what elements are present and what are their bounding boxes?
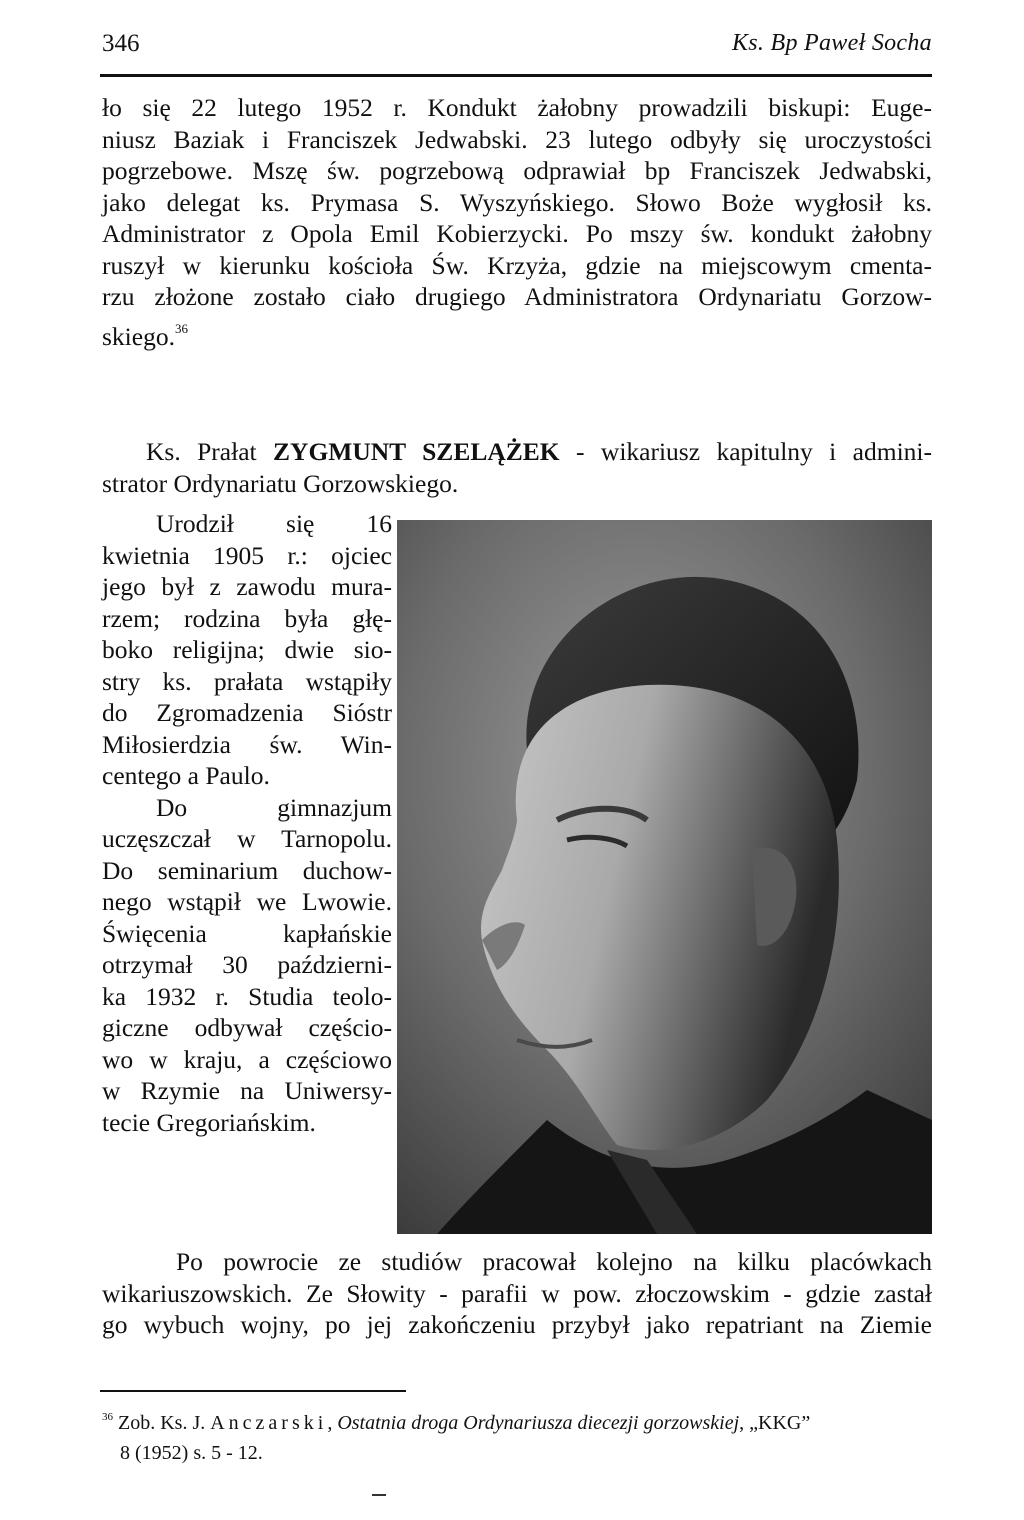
footnote-author: Anczarski [210, 1412, 328, 1434]
footnote-mark: 36 [102, 1411, 113, 1423]
text-line: ka 1932 r. Studia teolo- [102, 981, 392, 1011]
portrait-illustration [397, 520, 932, 1234]
text-line: stry ks. prałata wstąpiły [102, 666, 392, 696]
text-line: giczne odbywał częścio- [102, 1013, 392, 1042]
portrait-photo [397, 520, 932, 1234]
text-line: w Rzymie na Uniwersy- [102, 1076, 392, 1105]
text-line: Miłosierdzia św. Win- [102, 729, 392, 759]
footnote-line [102, 1402, 810, 1438]
footnote-comma: , [327, 1412, 338, 1434]
title-prefix: Ks. Prałat [146, 437, 274, 466]
running-title: Ks. Bp Paweł Socha [731, 30, 932, 56]
text-line: rzu złożone zostało ciało drugiego Administratora Ordynariatu Gorzow- [102, 282, 932, 311]
text-line: kwietnia 1905 r.: ojciec [102, 540, 392, 570]
text-line: go wybuch wojny, po jej zakończeniu przybył jako repatriant na Ziemie [102, 1310, 932, 1339]
text-line: Administrator z Opola Emil Kobierzycki. Po mszy św. kondukt żałobny [102, 219, 932, 248]
text-line: Urodził się 16 [156, 509, 392, 538]
text-line [102, 313, 932, 353]
footnote-rule [100, 1390, 406, 1392]
bottom-mark [372, 1494, 386, 1496]
footnote [102, 1402, 810, 1468]
text-line: uczęszczał w Tarnopolu. [102, 824, 392, 853]
footnote-line: 8 (1952) s. 5 - 12. [120, 1442, 263, 1464]
text-fragment: skiego. [102, 321, 175, 351]
text-line: rzem; rodzina była głę- [102, 603, 392, 633]
footnote-ref: 36 [174, 320, 188, 336]
text-line: Święcenia kapłańskie [102, 918, 392, 948]
text-line: ło się 22 lutego 1952 r. Kondukt żałobny prowadzili biskupi: Euge- [102, 93, 932, 122]
header-rule [100, 74, 932, 77]
footnote-title: Ostatnia droga Ordynariusza diecezji gorzowskiej [337, 1412, 740, 1434]
text-line: jego był z zawodu mura- [102, 572, 392, 601]
text-line: wikariuszowskich. Ze Słowity - parafii w pow. złoczowskim - gdzie zastał [102, 1278, 932, 1308]
text-line: Do seminarium duchow- [102, 855, 392, 885]
text-line: wo w kraju, a częściowo [102, 1044, 392, 1074]
page-number: 346 [102, 30, 140, 57]
footnote-journal: , „KKG” [739, 1412, 811, 1434]
column-text [102, 508, 392, 1138]
person-name: ZYGMUNT SZELĄŻEK [273, 437, 560, 466]
text-line: ruszył w kierunku kościoła Św. Krzyża, gdzie na miejscowym cmenta- [102, 250, 932, 280]
paragraph-heading [102, 436, 932, 499]
text-line: nego wstąpił we Lwowie. [102, 887, 392, 916]
text-line: Do gimnazjum [156, 792, 392, 822]
text-line: jako delegat ks. Prymasa S. Wyszyńskiego. Słowo Boże wygłosił ks. [102, 187, 932, 217]
text-line: tecie Gregoriańskim. [102, 1107, 316, 1137]
text-line: Po powrocie ze studiów pracował kolejno na kilku placówkach [176, 1247, 932, 1276]
text-line: otrzymał 30 październi- [102, 950, 392, 979]
paragraph-after-studies [102, 1246, 932, 1341]
text-line: centego a Paulo. [102, 761, 270, 790]
text-line: niusz Baziak i Franciszek Jedwabski. 23 lutego odbyły się uroczystości [102, 124, 932, 154]
text-line: strator Ordynariatu Gorzowskiego. [102, 468, 459, 498]
footnote-lead: Zob. Ks. J. [113, 1412, 211, 1434]
text-line: do Zgromadzenia Sióstr [102, 698, 392, 727]
text-line: pogrzebowe. Mszę św. pogrzebową odprawiał bp Franciszek Jedwabski, [102, 156, 932, 185]
text-line: boko religijna; dwie sio- [102, 635, 392, 664]
role-text: - wikariusz kapitulny i admini- [559, 437, 932, 466]
paragraph-funeral [102, 92, 932, 352]
text-line [102, 436, 932, 468]
